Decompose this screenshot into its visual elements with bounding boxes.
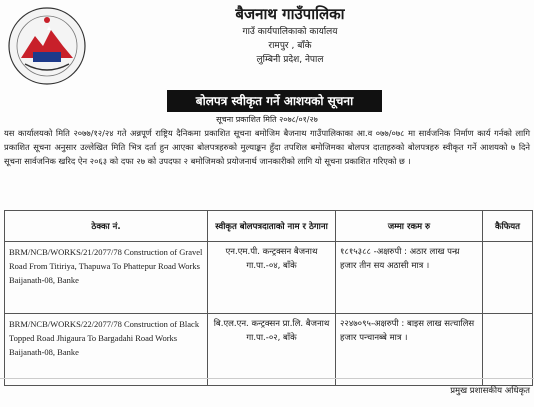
signatory-title: प्रमुख प्रशासकीय अधिकृत <box>450 386 530 396</box>
bidder-name-address: एन.एम.पी. कन्ट्रक्सन बैजनाथ गा.पा.-०४, बाँके <box>208 242 336 314</box>
government-emblem-icon <box>7 6 87 86</box>
bidder-name-address: बि.एल.एन. कन्ट्रक्सन प्रा.लि. बैजनाथ गा.पा.-०२, बाँके <box>208 314 336 386</box>
contract-amount: २२४७०९५-अक्षरुपी : बाइस लाख सत्चालिस हजार पन्चानब्बे मात्र । <box>336 314 483 386</box>
office-name: गाउँ कार्यपालिकाको कार्यालय <box>242 27 338 37</box>
office-header <box>120 4 460 67</box>
publication-date: सूचना प्रकाशित मिति २०७८/०१/२७ <box>216 115 318 124</box>
remarks-cell <box>483 242 533 314</box>
notice-banner: बोलपत्र स्वीकृत गर्ने आशयको सूचना <box>167 90 382 112</box>
table-row <box>5 242 533 314</box>
table-header-row <box>5 211 533 242</box>
contract-amount: १८१५३८८ -अक्षरुपी : अठार लाख पन्ध्र हजार तीन सय अठासी मात्र । <box>336 242 483 314</box>
column-header-contract-no: ठेक्का नं. <box>5 211 208 242</box>
office-address: रामपुर , बाँके <box>268 41 312 51</box>
remarks-cell <box>483 314 533 386</box>
province-name: लुम्बिनी प्रदेश, नेपाल <box>256 55 324 65</box>
contract-description: BRM/NCB/WORKS/22/2077/78 Construction of Black Topped Road Jhigaura To Bargadahi Road Works Baijanath-08, Banke <box>5 314 208 386</box>
divider <box>0 378 534 379</box>
contract-description: BRM/NCB/WORKS/21/2077/78 Construction of Gravel Road From Titiriya, Thapuwa To Phattepur Road Works Baijanath-08, Banke <box>5 242 208 314</box>
column-header-bidder: स्वीकृत बोलपत्रदाताको नाम र ठेगाना <box>208 211 336 242</box>
column-header-remarks: कैफियत <box>483 211 533 242</box>
column-header-amount: जम्मा रकम रु <box>336 211 483 242</box>
municipality-title: बैजनाथ गाउँपालिका <box>235 5 345 23</box>
notice-body: यस कार्यालयको मिति २०७७/१२/२४ गते अन्नपूर्ण राष्ट्रिय दैनिकमा प्रकाशित सूचना बमोजिम बैजनाथ गाउँपालिकाका आ.व ०७७/०७८ मा सार्वजनिक निर्माण कार्य गर्नको लागि प्रकाशित सूचना अनुसार उल्लेखित मिति भित्र दर्ता हुन आएका बोलपत्रहरुको मुल्याङ्कन हुँदा तपशिल बमोजिमका बोलपत्र दाताहरुको बोलपत्रहरु स्वीकृत गर्ने आशयको ७ दिने सूचना सार्वजनिक खरिद ऐन २०६३ को दफा २७ को उपदफा २ बमोजिमको प्रयोजनार्थ जानकारीको लागि यो सूचना प्रकाशित गरिएको छ । <box>4 128 530 166</box>
contract-table <box>4 210 533 386</box>
table-row <box>5 314 533 386</box>
